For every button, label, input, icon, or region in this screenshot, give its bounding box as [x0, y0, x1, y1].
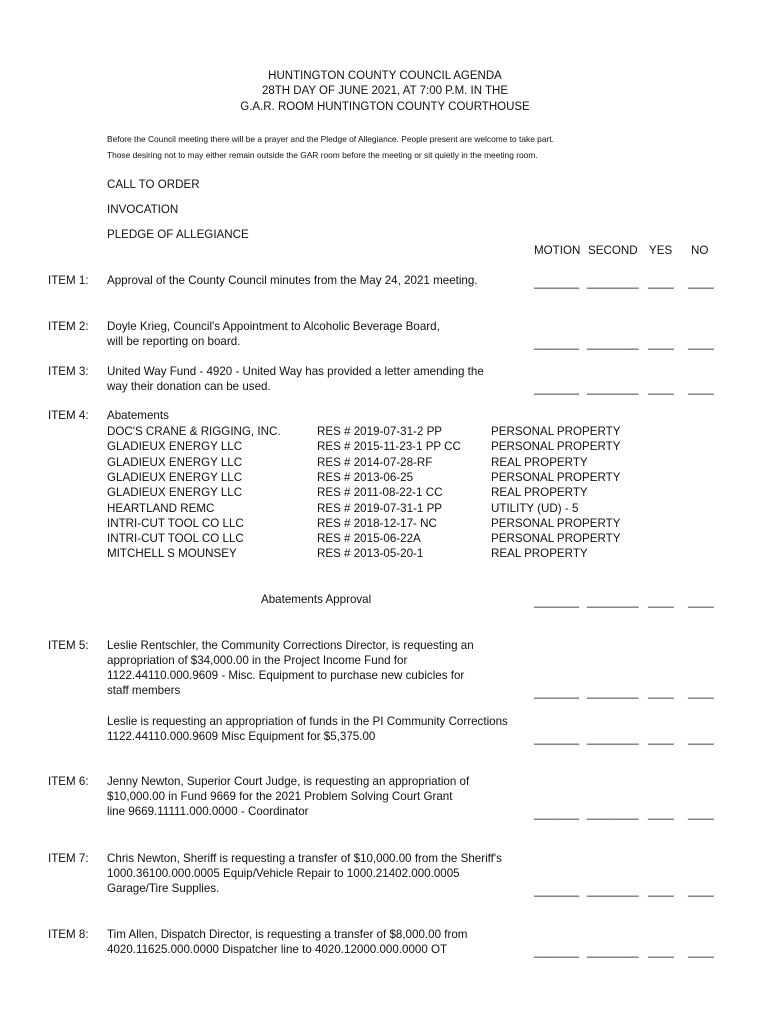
agenda-title: HUNTINGTON COUNTY COUNCIL AGENDA — [268, 70, 502, 82]
item-text: 1122.44110.000.9609 Misc Equipment for $5,375.00 — [107, 730, 376, 743]
pledge-of-allegiance: PLEDGE OF ALLEGIANCE — [107, 228, 249, 241]
yes-blank[interactable]: ____ — [648, 945, 674, 958]
motion-blank[interactable]: _______ — [534, 732, 580, 745]
item-label: ITEM 1: — [48, 274, 89, 287]
item-label: ITEM 2: — [48, 320, 89, 333]
item-text: will be reporting on board. — [107, 335, 241, 348]
abatement-resolution: RES # 2018-12-17- NC — [317, 516, 437, 530]
yes-blank[interactable]: ____ — [648, 337, 674, 350]
no-blank[interactable]: ____ — [688, 945, 714, 958]
abatement-resolution: RES # 2014-07-28-RF — [317, 455, 433, 469]
second-blank[interactable]: ________ — [587, 807, 639, 820]
abatement-type: PERSONAL PROPERTY — [491, 440, 621, 454]
item-text: $10,000.00 in Fund 9669 for the 2021 Problem Solving Court Grant — [107, 790, 453, 803]
abatement-type: REAL PROPERTY — [491, 486, 588, 500]
abatement-type: REAL PROPERTY — [491, 455, 588, 469]
agenda-location: G.A.R. ROOM HUNTINGTON COUNTY COURTHOUSE — [240, 101, 530, 113]
abatement-company: GLADIEUX ENERGY LLC — [107, 486, 243, 500]
second-blank[interactable]: ________ — [587, 382, 639, 395]
item-text: Approval of the County Council minutes from the May 24, 2021 meeting. — [107, 274, 478, 287]
abatement-type: PERSONAL PROPERTY — [491, 516, 621, 530]
motion-blank[interactable]: _______ — [534, 945, 580, 958]
abatement-company: INTRI-CUT TOOL CO LLC — [107, 532, 244, 546]
item-label: ITEM 4: — [48, 409, 89, 422]
no-blank[interactable]: ____ — [688, 686, 714, 699]
item-label: ITEM 6: — [48, 775, 89, 788]
item-text: way their donation can be used. — [107, 380, 271, 393]
no-blank[interactable]: ____ — [688, 337, 714, 350]
abatement-company: DOC'S CRANE & RIGGING, INC. — [107, 425, 281, 438]
second-blank[interactable]: ________ — [587, 945, 639, 958]
item-text: line 9669.11111.000.0000 - Coordinator — [107, 805, 309, 818]
item-text: 4020.11625.000.0000 Dispatcher line to 4020.12000.000.0000 OT — [107, 943, 448, 956]
yes-blank[interactable]: ____ — [648, 382, 674, 395]
motion-blank[interactable]: _______ — [534, 595, 580, 608]
item-text: Tim Allen, Dispatch Director, is requesting a transfer of $8,000.00 from — [107, 928, 468, 941]
motion-blank[interactable]: _______ — [534, 884, 580, 897]
abatement-company: MITCHELL S MOUNSEY — [107, 547, 237, 561]
abatements-approval: Abatements Approval — [261, 593, 372, 606]
abatement-resolution: RES # 2019-07-31-2 PP — [317, 425, 443, 438]
item-text: 1122.44110.000.9609 - Misc. Equipment to purchase new cubicles for — [107, 669, 465, 682]
item-text: Leslie Rentschler, the Community Corrections Director, is requesting an — [107, 639, 474, 652]
item-text: staff members — [107, 684, 181, 697]
abatement-company: GLADIEUX ENERGY LLC — [107, 440, 243, 454]
motion-blank[interactable]: _______ — [534, 807, 580, 820]
motion-blank[interactable]: _______ — [534, 337, 580, 350]
item-label: ITEM 7: — [48, 852, 89, 865]
item-text: 1000.36100.000.0005 Equip/Vehicle Repair to 1000.21402.000.0005 — [107, 867, 460, 880]
second-blank[interactable]: ________ — [587, 337, 639, 350]
item-label: ITEM 8: — [48, 928, 89, 941]
abatement-type: PERSONAL PROPERTY — [491, 532, 621, 546]
item-text: Garage/Tire Supplies. — [107, 882, 220, 895]
item-text: appropriation of $34,000.00 in the Project Income Fund for — [107, 654, 408, 667]
item-text: Doyle Krieg, Council's Appointment to Alcoholic Beverage Board, — [107, 320, 440, 333]
abatement-company: GLADIEUX ENERGY LLC — [107, 455, 243, 469]
yes-header: YES — [649, 244, 673, 257]
call-to-order: CALL TO ORDER — [107, 178, 200, 191]
item-text: United Way Fund - 4920 - United Way has provided a letter amending the — [107, 365, 484, 378]
abatements-table — [0, 424, 770, 564]
abatement-company: GLADIEUX ENERGY LLC — [107, 470, 243, 484]
second-header: SECOND — [588, 244, 638, 257]
abatement-type: REAL PROPERTY — [491, 547, 588, 561]
yes-blank[interactable]: ____ — [648, 595, 674, 608]
second-blank[interactable]: ________ — [587, 884, 639, 897]
item-label: ITEM 3: — [48, 365, 89, 378]
invocation: INVOCATION — [107, 203, 179, 216]
yes-blank[interactable]: ____ — [648, 686, 674, 699]
motion-blank[interactable]: _______ — [534, 382, 580, 395]
abatements-heading: Abatements — [107, 409, 169, 422]
abatement-resolution: RES # 2015-11-23-1 PP CC — [317, 440, 461, 454]
no-blank[interactable]: ____ — [688, 382, 714, 395]
abatement-company: HEARTLAND REMC — [107, 501, 215, 515]
no-blank[interactable]: ____ — [688, 884, 714, 897]
abatement-resolution: RES # 2011-08-22-1 CC — [317, 486, 443, 500]
intro-line-1: Before the Council meeting there will be a prayer and the Pledge of Allegiance. People present are welcome to take part. — [107, 134, 554, 144]
abatement-resolution: RES # 2015-06-22A — [317, 532, 421, 546]
abatement-company: INTRI-CUT TOOL CO LLC — [107, 516, 244, 530]
abatement-type: PERSONAL PROPERTY — [491, 470, 621, 484]
item-text: Jenny Newton, Superior Court Judge, is requesting an appropriation of — [107, 775, 470, 788]
no-blank[interactable]: ____ — [688, 732, 714, 745]
no-blank[interactable]: ____ — [688, 595, 714, 608]
yes-blank[interactable]: ____ — [648, 884, 674, 897]
no-blank[interactable]: ____ — [688, 807, 714, 820]
intro-line-2: Those desiring not to may either remain outside the GAR room before the meeting or sit quietly in the meeting room. — [107, 150, 538, 160]
yes-blank[interactable]: ____ — [648, 807, 674, 820]
item-text: Leslie is requesting an appropriation of funds in the PI Community Corrections — [107, 715, 508, 728]
no-blank[interactable]: ____ — [688, 276, 714, 289]
yes-blank[interactable]: ____ — [648, 732, 674, 745]
motion-blank[interactable]: _______ — [534, 276, 580, 289]
abatement-type: PERSONAL PROPERTY — [491, 425, 621, 438]
item-label: ITEM 5: — [48, 639, 89, 652]
abatement-resolution: RES # 2013-06-25 — [317, 470, 414, 484]
abatement-type: UTILITY (UD) - 5 — [491, 501, 579, 515]
abatement-resolution: RES # 2013-05-20-1 — [317, 547, 424, 561]
abatement-resolution: RES # 2019-07-31-1 PP — [317, 501, 443, 515]
second-blank[interactable]: ________ — [587, 276, 639, 289]
second-blank[interactable]: ________ — [587, 686, 639, 699]
second-blank[interactable]: ________ — [587, 732, 639, 745]
motion-blank[interactable]: _______ — [534, 686, 580, 699]
motion-header: MOTION — [534, 244, 581, 257]
yes-blank[interactable]: ____ — [648, 276, 674, 289]
no-header: NO — [691, 244, 709, 257]
second-blank[interactable]: ________ — [587, 595, 639, 608]
item-text: Chris Newton, Sheriff is requesting a transfer of $10,000.00 from the Sheriff's — [107, 852, 502, 865]
agenda-date: 28TH DAY OF JUNE 2021, AT 7:00 P.M. IN THE — [261, 85, 509, 97]
